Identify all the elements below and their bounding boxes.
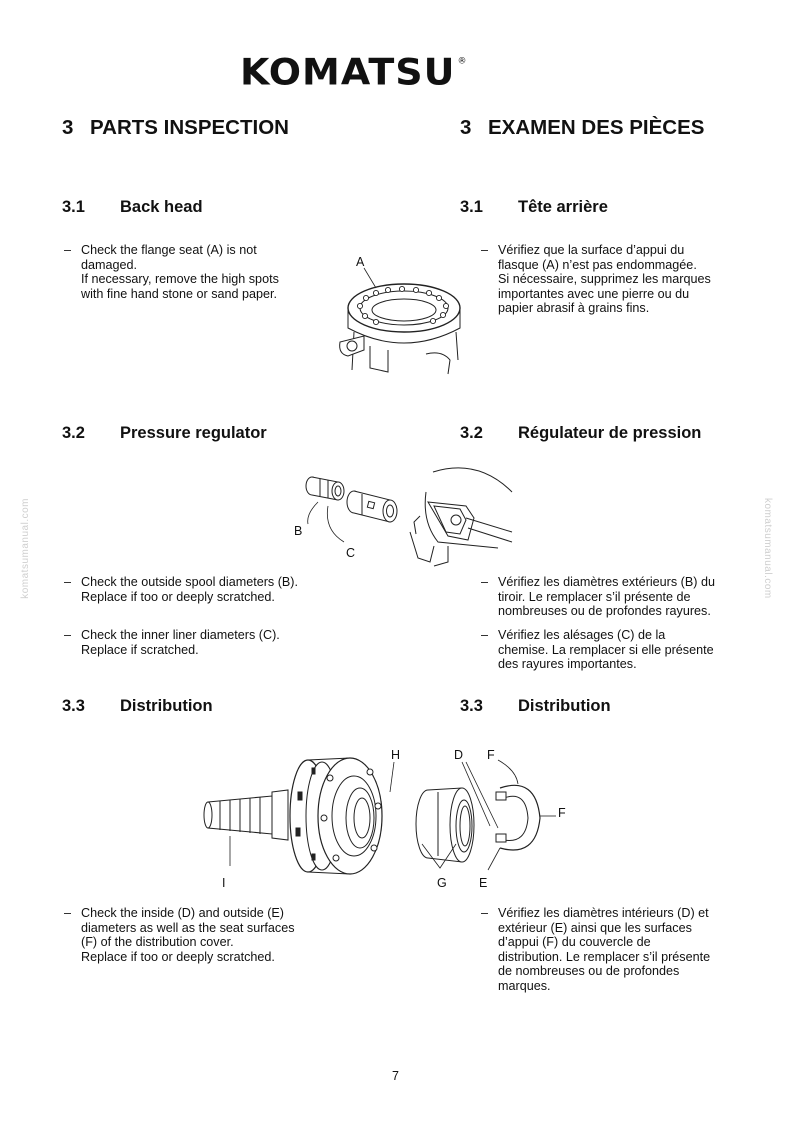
subsection-3-1-en: 3.1 Back head bbox=[62, 198, 203, 216]
subsection-3-2-en: 3.2 Pressure regulator bbox=[62, 424, 267, 442]
label-h: H bbox=[391, 748, 401, 762]
page-number: 7 bbox=[392, 1069, 399, 1083]
subsection-3-1-fr: 3.1 Tête arrière bbox=[460, 198, 608, 216]
label-f-right: F bbox=[558, 806, 566, 820]
list-item: – Vérifiez les diamètres extérieurs (B) du tiroir. Le remplacer s’il présente de nombreuses ou de profondes rayures. bbox=[481, 575, 715, 619]
watermark-right: komatsumanual.com bbox=[762, 498, 773, 599]
subsection-3-3-fr: 3.3 Distribution bbox=[460, 697, 611, 715]
label-f-top: F bbox=[487, 748, 495, 762]
list-item: – Vérifiez que la surface d’appui du flasque (A) n’est pas endommagée. Si nécessaire, supprimez les marques importantes avec une pierre ou du papier abrasif à grains fins. bbox=[481, 243, 711, 316]
list-item: – Vérifiez les alésages (C) de la chemise. La remplacer si elle présente des rayures importantes. bbox=[481, 628, 714, 672]
label-c: C bbox=[346, 546, 356, 560]
section-title-en: 3 PARTS INSPECTION bbox=[62, 116, 289, 139]
back-head-illustration bbox=[330, 250, 470, 380]
pressure-regulator-illustration bbox=[298, 462, 513, 572]
section-title-fr: 3 EXAMEN DES PIÈCES bbox=[460, 116, 705, 139]
label-a: A bbox=[356, 255, 365, 269]
watermark-left: komatsumanual.com bbox=[20, 498, 31, 599]
label-b: B bbox=[294, 524, 303, 538]
label-d: D bbox=[454, 748, 464, 762]
label-g: G bbox=[437, 876, 447, 890]
list-item: – Vérifiez les diamètres intérieurs (D) et extérieur (E) ainsi que les surfaces d’appui (F) du couvercle de distribution. Le remplacer s’il présente de nombreuses ou de profondes marques. bbox=[481, 906, 711, 993]
list-item: – Check the inner liner diameters (C). Replace if scratched. bbox=[64, 628, 280, 657]
label-i: I bbox=[222, 876, 226, 890]
komatsu-logo: KOMATSU ® bbox=[240, 51, 468, 93]
subsection-3-3-en: 3.3 Distribution bbox=[62, 697, 213, 715]
list-item: – Check the flange seat (A) is not damaged. If necessary, remove the high spots with fine hand stone or sand paper. bbox=[64, 243, 279, 301]
list-item: – Check the inside (D) and outside (E) diameters as well as the seat surfaces (F) of the distribution cover. Replace if too or deeply scratched. bbox=[64, 906, 295, 964]
label-e: E bbox=[479, 876, 488, 890]
list-item: – Check the outside spool diameters (B). Replace if too or deeply scratched. bbox=[64, 575, 298, 604]
distribution-illustration bbox=[200, 748, 560, 878]
subsection-3-2-fr: 3.2 Régulateur de pression bbox=[460, 424, 702, 442]
